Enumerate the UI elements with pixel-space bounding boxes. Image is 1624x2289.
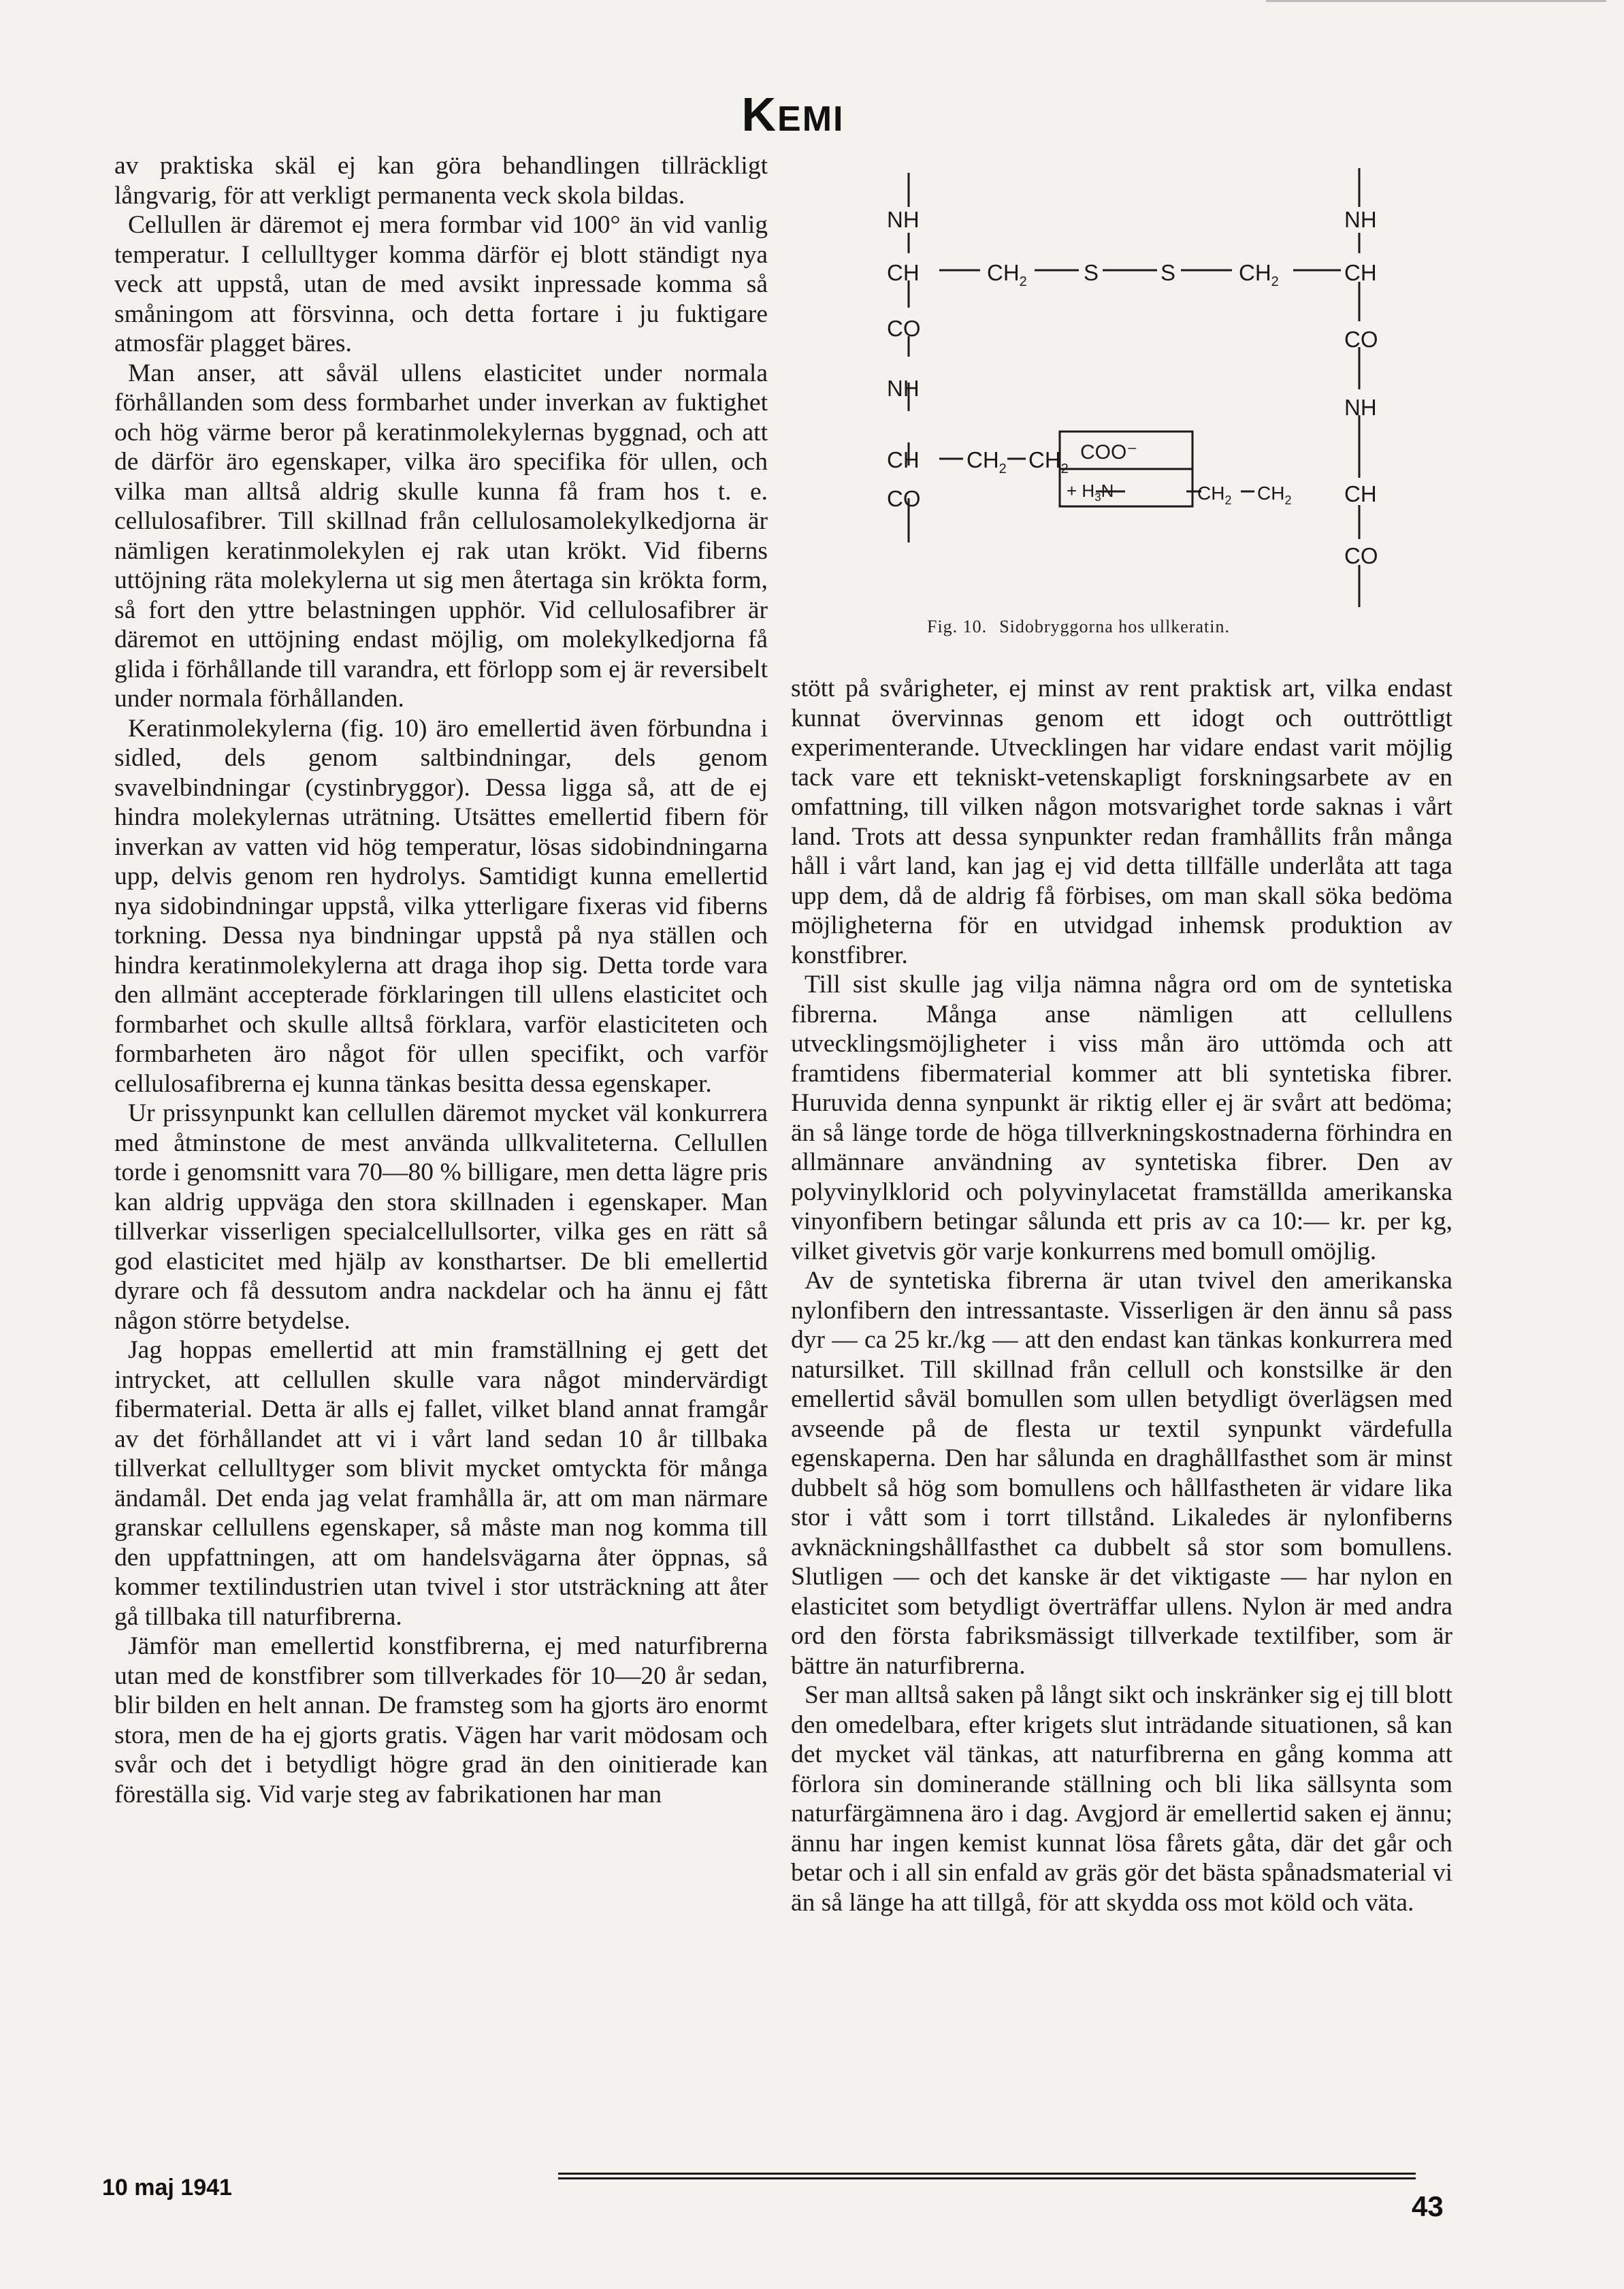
- top-edge-line: [1266, 0, 1606, 2]
- paragraph: Cellullen är däremot ej mera formbar vid 100° än vid vanlig temperatur. I cellulltyger komma därför ej blott ständigt nya veck att uppstå, utan de med avsikt inpressade komma så småningom att försvinna, och detta fortare i ju fuktigare atmosfär plagget bäres.: [114, 211, 768, 357]
- carboxylate-label: COO⁻: [1080, 441, 1138, 464]
- keratin-structure-diagram: [868, 158, 1385, 653]
- paragraph: Till sist skulle jag vilja nämna några ord om de syntetiska fibrerna. Många anse nämligen att cellullens utvecklingsmöjligheter i viss mån äro uttömda och att framtidens fibermaterial kommer att bli syntetiska fibrer. Huruvida denna synpunkt är riktig eller ej är svårt att bedöma; än så länge torde de höga tillverkningskostnaderna förhindra en allmännare användning av syntetiska fibrer. Den av polyvinylklorid och polyvinylacetat framställda amerikanska vinyonfibern betingar sålunda ett pris av ca 10:— kr. per kg, vilket givetvis gör varje konkurrens med bomull omöjlig.: [791, 971, 1452, 1265]
- paragraph: Jag hoppas emellertid att min framställning ej gett det intrycket, att cellullen skulle vara något mindervärdigt fibermaterial. Detta är alls ej fallet, vilket bland annat framgår av det förhållandet att vi i vårt land sedan 10 år tillbaka tillverkat cellulltyger som blivit mycket omtyckta för många ändamål. Det enda jag velat framhålla är, att om man närmare granskar cellullens egenskaper, så måste man nog komma till den uppfattningen, att om handelsvägarna åter öppnas, så kommer textilindustrien utan tvivel i stor utsträckning att åter gå tillbaka till naturfibrerna.: [114, 1336, 768, 1631]
- ch-label: CH: [1344, 481, 1377, 506]
- paragraph: av praktiska skäl ej kan göra behandlingen tillräckligt långvarig, för att verkligt permanenta veck skola bildas.: [114, 152, 768, 210]
- paragraph: Av de syntetiska fibrerna är utan tvivel den amerikanska nylonfibern den intressantaste. Visserligen är den ännu så pass dyr — ca 25 kr./kg — att den endast kan tänkas konkurrera med natursilket. Till skillnad från cellull och konstsilke är den emellertid såväl bomullen som ullen betydligt överlägsen med avseende på de flesta ur textil synpunkt värdefulla egenskaperna. Den har sålunda en draghållfasthet som är minst dubbelt så hög som bomullens och hållfastheten är vidare lika stor i vått som i torrt tillstånd. Likaledes är nylonfiberns avknäckningshållfasthet ca dubbelt så stor som bomullens. Slutligen — och det kanske är det viktigaste — har nylon en elasticitet som betydligt överträffar ullens. Nylon är med andra ord den första fabriksmässigt tillverkade textilfiber, som är bättre än naturfibrerna.: [791, 1267, 1452, 1680]
- ch-label: CH: [887, 260, 920, 285]
- nh-label: NH: [887, 376, 920, 401]
- issue-date: 10 maj 1941: [102, 2175, 232, 2201]
- ch2-label: $CH_2$: [987, 260, 1027, 289]
- paragraph: stött på svårigheter, ej minst av rent praktisk art, vilka endast kunnat övervinnas genom ett idogt och outtröttligt experimenterande. Utvecklingen har vidare endast varit möjlig tack vare ett tekniskt-vetenskapligt forskningsarbete av en omfattning, till vilken någon motsvarighet torde saknas i vårt land. Trots att dessa synpunkter redan framhållits från många håll i vårt land, kan jag ej vid detta tillfälle underlåta att taga upp dem, då de aldrig få förbises, om man skall söka bedöma möjligheterna för en utvidgad inhemsk produktion av konstfibrer.: [791, 675, 1452, 969]
- paragraph: Ser man alltså saken på långt sikt och inskränker sig ej till blott den omedelbara, efter krigets slut inträdande situationen, så kan det mycket väl tänkas, att naturfibrerna en gång komma att förlora sin dominerande ställning och bli lika sällsynta som naturfärgämnena äro i dag. Avgjord är emellertid saken ej ännu; ännu har ingen kemist kunnat lösa fårets gåta, där det går och betar och i all sin enfald av gräs gör det bästa spånadsmaterial vi än så länge ha att tillgå, för att skydda oss mot köld och väta.: [791, 1681, 1452, 1917]
- sulfur-label: S: [1160, 260, 1176, 285]
- nh-label: NH: [887, 207, 920, 232]
- ch2-label: $CH_2$: [1239, 260, 1279, 289]
- footer-rule: [558, 2173, 1416, 2182]
- page-number: 43: [1412, 2190, 1444, 2222]
- figure-caption: [927, 617, 1369, 637]
- nh-label: NH: [1344, 395, 1377, 420]
- ch2-label: $CH_2$: [1028, 447, 1069, 476]
- co-label: CO: [887, 316, 921, 341]
- paragraph: Keratinmolekylerna (fig. 10) äro emellertid även förbundna i sidled, dels genom saltbindningar, dels genom svavelbindningar (cystinbryggor). Dessa ligga så, att de ej hindra molekylernas uträtning. Utsättes emellertid fibern för inverkan av vatten vid hög temperatur, lösas sidobindningarna upp, delvis genom ren hydrolys. Samtidigt kunna emellertid nya sidobindningar uppstå, vilka ytterligare fixeras vid fiberns torkning. Dessa nya bindningar uppstå på nya ställen och hindra keratinmolekylerna att draga ihop sig. Detta torde vara den allmänt accepterade förklaringen till ullens elasticitet och formbarhet och skulle alltså förklara, varför elasticiteten och formbarheten äro något för ullen specifikt, och varför cellulosafibrerna ej kunna tänkas besitta dessa egenskaper.: [114, 714, 768, 1098]
- ch-label: CH: [887, 447, 920, 472]
- figure-number: Fig. 10.: [927, 617, 988, 636]
- ch-label: CH: [1344, 260, 1377, 285]
- ammonium-label: + $H_3N$: [1067, 481, 1114, 504]
- ch2-label: $CH_2$: [967, 447, 1007, 476]
- ch2-label: $CH_2$: [1197, 483, 1232, 507]
- paragraph: Man anser, att såväl ullens elasticitet under normala förhållanden som dess formbarhet under inverkan av fuktighet och hög värme beror på keratinmolekylernas byggnad, och att de därför äro egenskaper, vilka äro specifika för ullen, och vilka man alltså aldrig skulle kunna få fram hos t. e. cellulosafibrer. Till skillnad från cellulosamolekylkedjorna är nämligen keratinmolekylen ej rak utan krökt. Vid fiberns uttöjning räta molekylerna ut sig men återtaga sin krökta form, så fort den yttre belastningen upphör. Vid cellulosafibrer är däremot en uttöjning endast möjlig, om molekylkedjorna få glida i förhållande till varandra, ett förlopp som ej är reversibelt under normala förhållanden.: [114, 359, 768, 713]
- section-header: KEMI: [741, 88, 845, 141]
- paragraph: Jämför man emellertid konstfibrerna, ej med naturfibrerna utan med de konstfibrer som tillverkades för 10—20 år sedan, blir bilden en helt annan. De framsteg som ha gjorts äro enormt stora, men de ha ej gjorts gratis. Vägen har varit mödosam och svår och det i betydligt högre grad än den oinitierade kan föreställa sig. Vid varje steg av fabrikationen har man: [114, 1632, 768, 1808]
- co-label: CO: [887, 486, 921, 511]
- co-label: CO: [1344, 327, 1378, 352]
- nh-label: NH: [1344, 207, 1377, 232]
- right-text-column: [791, 674, 1452, 1917]
- co-label: CO: [1344, 543, 1378, 568]
- sulfur-label: S: [1084, 260, 1099, 285]
- ch2-label: $CH_2$: [1257, 483, 1292, 507]
- paragraph: Ur prissynpunkt kan cellullen däremot mycket väl konkurrera med åtminstone de mest använda ullkvaliteterna. Cellullen torde i genomsnitt vara 70—80 % billigare, men detta lägre pris kan aldrig uppväga den stora skillnaden i egenskaper. Man tillverkar visserligen specialcellullsorter, vilka ges en rätt så god elasticitet med hjälp av konsthartser. De bli emellertid dyrare och få dessutom andra nackdelar och ha ännu ej fått någon större betydelse.: [114, 1099, 768, 1335]
- left-text-column: [114, 151, 768, 1809]
- figure-caption-text: Sidobryggorna hos ullkeratin.: [999, 617, 1230, 636]
